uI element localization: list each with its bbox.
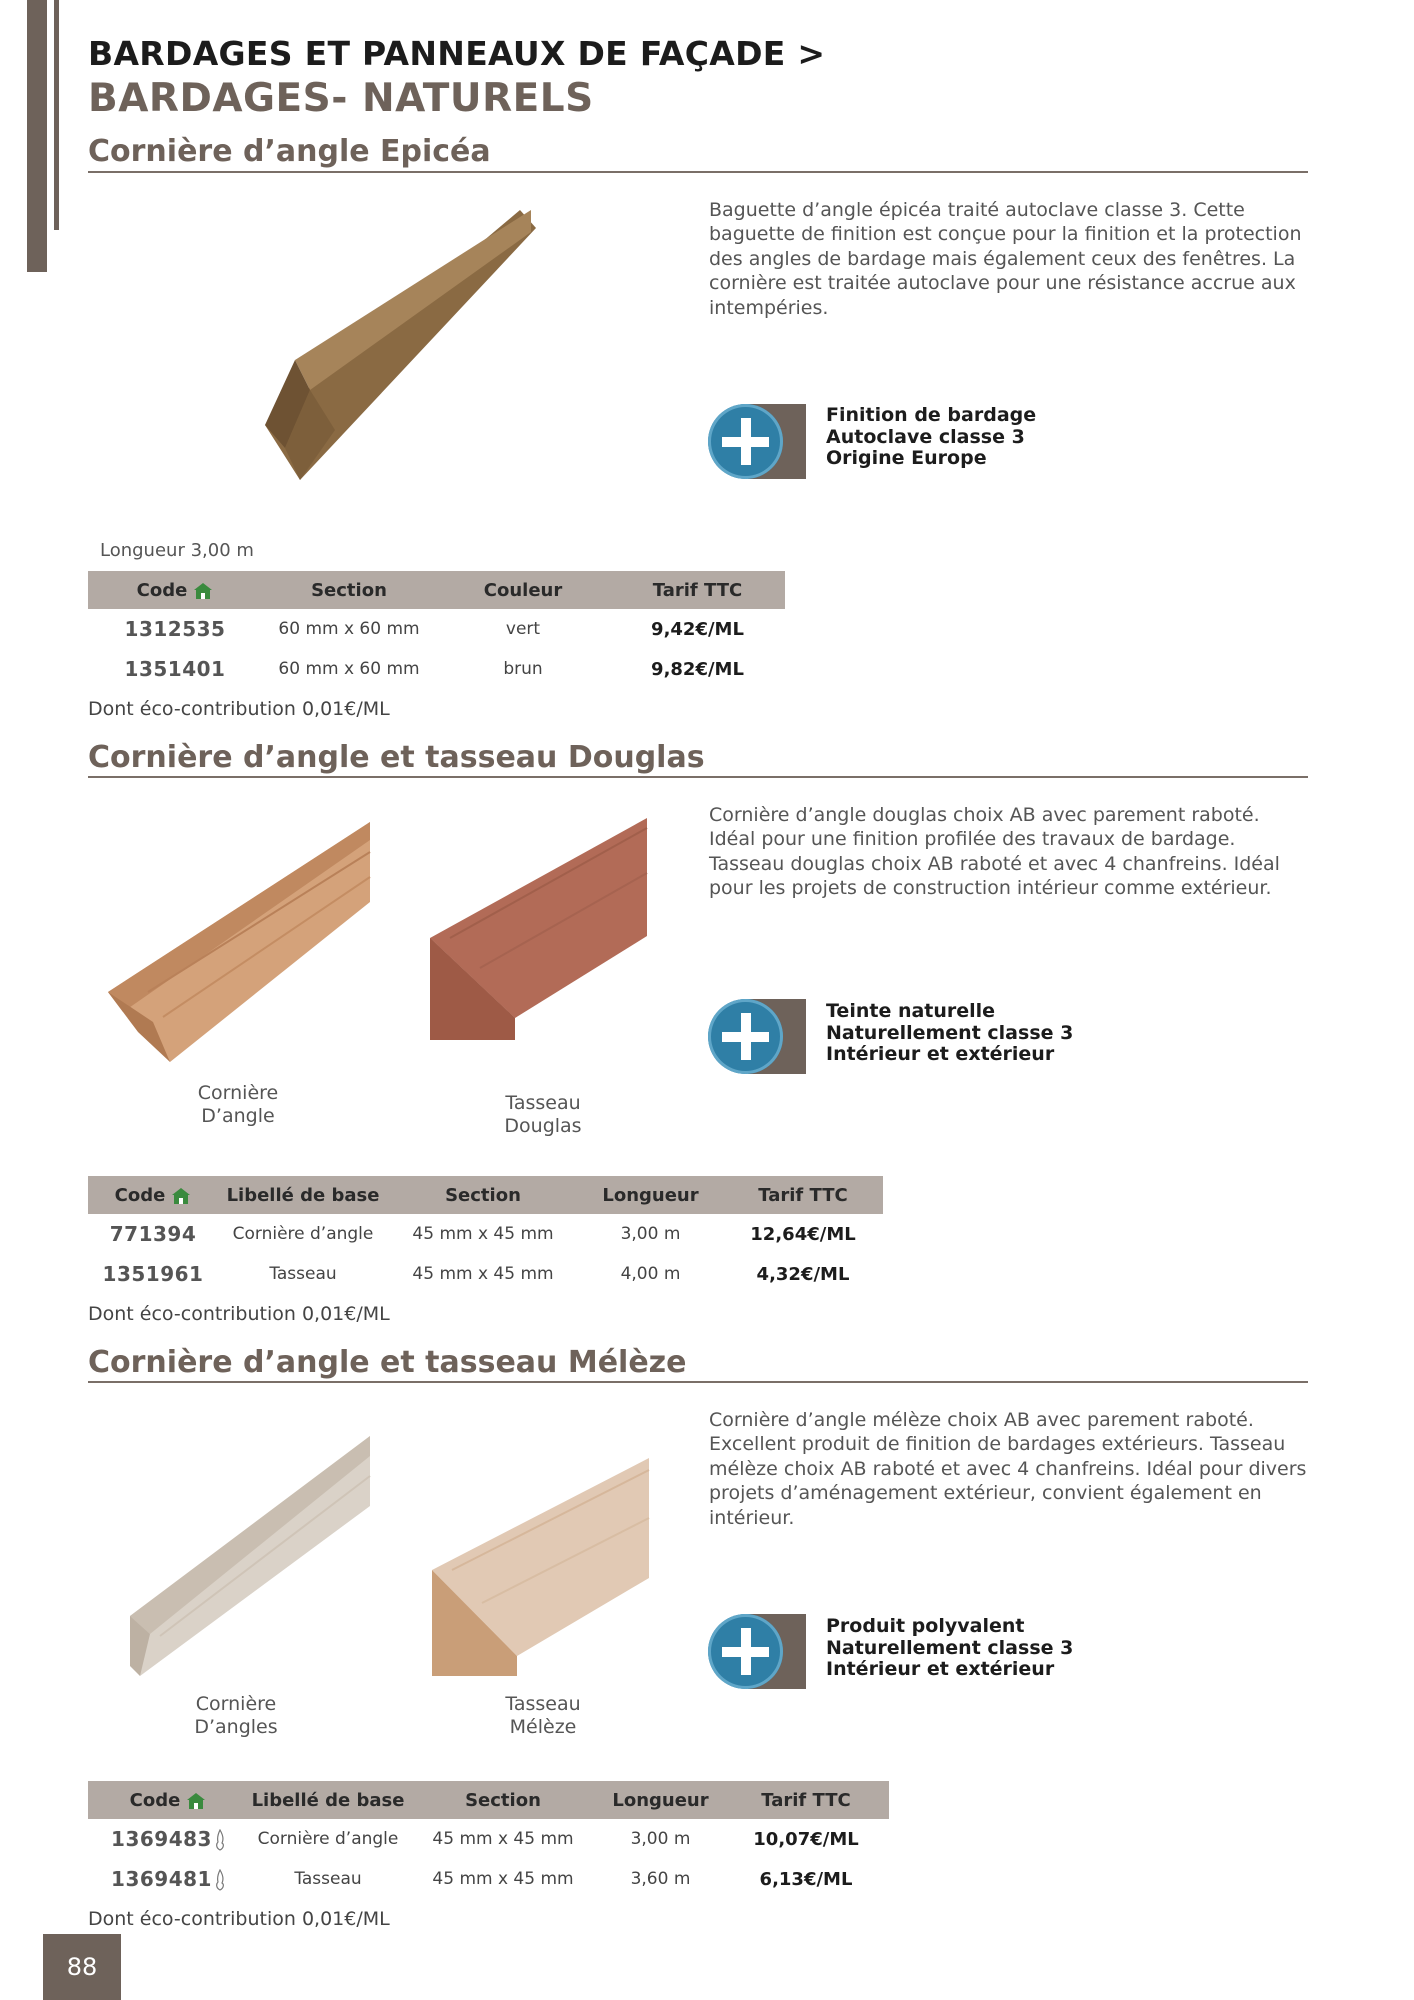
feature-item: Intérieur et extérieur (826, 1043, 1055, 1065)
length-cell: 3,60 m (630, 1869, 691, 1889)
column-header: Libellé de base (218, 1176, 388, 1214)
section-cell: 45 mm x 45 mm (412, 1224, 554, 1244)
section-cell: 45 mm x 45 mm (432, 1829, 574, 1849)
product-code: 1351401 (124, 657, 226, 681)
table-row (88, 1819, 889, 1859)
plus-icon (708, 999, 783, 1074)
column-header: Section (262, 571, 436, 609)
section-cell: 45 mm x 45 mm (412, 1264, 554, 1284)
feature-item: Finition de bardage (826, 404, 1037, 426)
section-cell: 60 mm x 60 mm (278, 619, 420, 639)
product-image-corniere-douglas (108, 822, 373, 1062)
price-table-douglas (88, 1176, 883, 1294)
color-cell: vert (505, 619, 541, 639)
product-description-epicea: Baguette d’angle épicéa traité autoclave classe 3. Cette baguette de finition est conçue pour la finition et la protection des angles de bardage mais également ceux des fenêtres. La cornière est traitée autoclave pour une résistance accrue aux intempéries. (709, 199, 1302, 319)
product-code: 771394 (109, 1222, 197, 1246)
feature-list-epicea (826, 405, 1036, 470)
plus-badge (708, 999, 806, 1074)
plus-icon (708, 1614, 783, 1689)
product-code: 1312535 (124, 617, 226, 641)
product-code: 1369483 (88, 1819, 248, 1859)
table-header-row (88, 571, 785, 609)
column-header: Section (388, 1176, 578, 1214)
column-header: Longueur (578, 1176, 723, 1214)
table-row (88, 1859, 889, 1899)
column-header: Tarif TTC (610, 571, 785, 609)
section-title-epicea: Cornière d’angle Epicéa (88, 134, 491, 169)
flame-icon (215, 1829, 225, 1851)
caption-tasseau-douglas: Tasseau Douglas (504, 1092, 582, 1137)
feature-item: Produit polyvalent (826, 1615, 1025, 1637)
price-cell: 12,64€/ML (750, 1223, 856, 1245)
caption-corniere-douglas: Cornière D’angle (197, 1082, 279, 1127)
product-image-tasseau-douglas (430, 818, 650, 1040)
product-description-meleze: Cornière d’angle mélèze choix AB avec parement raboté. Excellent produit de finition de bardages extérieurs. Tasseau mélèze choix AB raboté et avec 4 chanfreins. Idéal pour divers projets d’aménagement extérieur, convient également en intérieur. (709, 1409, 1307, 1529)
page-title-category: BARDAGES ET PANNEAUX DE FAÇADE > (88, 34, 826, 73)
eco-contribution-note: Dont éco-contribution 0,01€/ML (88, 1908, 390, 1930)
house-icon (171, 1187, 191, 1205)
product-code: 1351961 (102, 1262, 204, 1286)
table-row (88, 649, 785, 689)
side-bar-thick (27, 0, 47, 272)
house-icon (186, 1792, 206, 1810)
page-number: 88 (66, 1953, 98, 1981)
page-title-subcategory: BARDAGES- NATURELS (88, 76, 594, 121)
table-row (88, 609, 785, 649)
product-image-corniere-meleze (130, 1436, 372, 1676)
column-header: Tarif TTC (723, 1176, 883, 1214)
label-cell: Cornière d’angle (232, 1224, 374, 1244)
table-row (88, 1214, 883, 1254)
price-cell: 9,42€/ML (651, 618, 744, 640)
column-header: Libellé de base (248, 1781, 408, 1819)
label-cell: Cornière d’angle (257, 1829, 399, 1849)
eco-contribution-note: Dont éco-contribution 0,01€/ML (88, 698, 390, 720)
column-header-code: Code (88, 1781, 248, 1819)
feature-item: Naturellement classe 3 (826, 1636, 1074, 1659)
flame-icon (215, 1869, 225, 1891)
length-label: Longueur 3,00 m (100, 540, 254, 561)
label-cell: Tasseau (269, 1264, 337, 1284)
column-header: Couleur (436, 571, 610, 609)
section-divider (88, 1381, 1308, 1383)
section-cell: 60 mm x 60 mm (278, 659, 420, 679)
length-cell: 3,00 m (630, 1829, 691, 1849)
color-cell: brun (503, 659, 543, 679)
column-header: Section (408, 1781, 598, 1819)
length-cell: 4,00 m (620, 1264, 681, 1284)
feature-list-douglas (826, 1001, 1073, 1066)
column-header: Tarif TTC (723, 1781, 889, 1819)
table-header-row (88, 1781, 889, 1819)
price-table-meleze (88, 1781, 889, 1899)
column-header-code: Code (88, 571, 262, 609)
product-code: 1369481 (88, 1859, 248, 1899)
feature-item: Intérieur et extérieur (826, 1658, 1055, 1680)
price-cell: 4,32€/ML (756, 1263, 850, 1285)
product-description-douglas: Cornière d’angle douglas choix AB avec parement raboté. Idéal pour une finition profilée des travaux de bardage. Tasseau douglas choix AB raboté et avec 4 chanfreins. Idéal pour les projets de construction intérieur comme extérieur. (709, 804, 1280, 900)
plus-icon (708, 404, 783, 479)
product-image-corniere-epicea (255, 210, 545, 490)
section-title-meleze: Cornière d’angle et tasseau Mélèze (88, 1345, 687, 1380)
caption-tasseau-meleze: Tasseau Mélèze (505, 1693, 581, 1738)
label-cell: Tasseau (294, 1869, 362, 1889)
feature-item: Origine Europe (826, 447, 987, 469)
section-cell: 45 mm x 45 mm (432, 1869, 574, 1889)
section-divider (88, 171, 1308, 173)
length-cell: 3,00 m (620, 1224, 681, 1244)
price-cell: 9,82€/ML (651, 658, 744, 680)
caption-corniere-meleze: Cornière D’angles (194, 1693, 278, 1738)
column-header-code: Code (88, 1176, 218, 1214)
table-header-row (88, 1176, 883, 1214)
house-icon (193, 582, 213, 600)
eco-contribution-note: Dont éco-contribution 0,01€/ML (88, 1303, 390, 1325)
price-cell: 6,13€/ML (759, 1868, 853, 1890)
product-image-tasseau-meleze (432, 1458, 652, 1678)
plus-badge (708, 1614, 806, 1689)
section-title-douglas: Cornière d’angle et tasseau Douglas (88, 740, 705, 775)
table-row (88, 1254, 883, 1294)
feature-item: Autoclave classe 3 (826, 425, 1025, 448)
column-header: Longueur (598, 1781, 723, 1819)
feature-list-meleze (826, 1616, 1073, 1681)
feature-item: Teinte naturelle (826, 1000, 996, 1022)
price-table-epicea (88, 571, 785, 689)
feature-item: Naturellement classe 3 (826, 1021, 1074, 1044)
plus-badge (708, 404, 806, 479)
price-cell: 10,07€/ML (753, 1828, 859, 1850)
section-divider (88, 776, 1308, 778)
side-bar-thin (54, 0, 59, 230)
